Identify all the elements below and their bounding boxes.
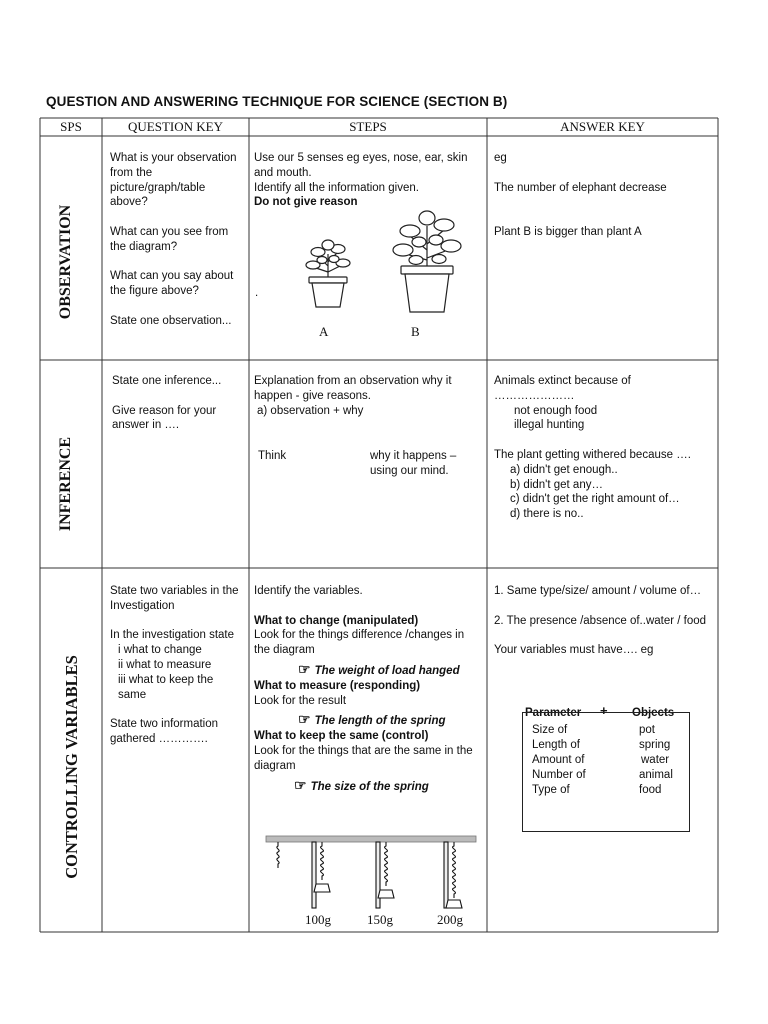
inference-a2: not enough food <box>514 404 598 417</box>
observation-q3: What can you say about the figure above? <box>110 270 234 298</box>
inference-a7: c) didn't get the right amount of… <box>510 493 680 506</box>
weight-200g-label: 200g <box>437 912 463 927</box>
plant-b-illustration <box>392 206 462 316</box>
plus-sign: + <box>600 703 608 718</box>
parameter-cell: Length of <box>532 739 580 751</box>
controlling-s5: What to measure (responding) <box>254 679 421 692</box>
controlling-s4: The weight of load hanged <box>314 664 460 677</box>
controlling-q4: ii what to measure <box>118 658 212 671</box>
observation-q2: What can you see from the diagram? <box>110 225 229 253</box>
plant-a-label: A <box>319 324 329 339</box>
parameter-cell: Size of <box>532 724 568 736</box>
observation-s1: Use our 5 senses eg eyes, nose, ear, skin and mouth. <box>254 152 468 179</box>
spring-illustration <box>264 834 478 914</box>
controlling-s6: Look for the result <box>254 694 347 707</box>
observation-q1: What is your observation from the picture/graph/table above? <box>110 152 237 209</box>
object-cell: pot <box>639 724 655 736</box>
controlling-s9: Look for the things that are the same in the diagram <box>254 744 473 772</box>
controlling-s2: What to change (manipulated) <box>254 614 419 627</box>
inference-s4: why it happens – using our mind. <box>370 450 457 477</box>
objects-header: Objects <box>632 707 675 719</box>
controlling-s8: What to keep the same (control) <box>254 730 429 743</box>
observation-question-cell <box>110 151 246 329</box>
pointing-hand-icon: ☞ <box>298 660 311 677</box>
inference-s3: Think <box>258 450 287 462</box>
inference-a3: illegal hunting <box>514 419 585 432</box>
observation-s2: Identify all the information given. <box>254 181 419 194</box>
controlling-s10: The size of the spring <box>310 780 429 793</box>
page-title: QUESTION AND ANSWERING TECHNIQUE FOR SCIENCE (SECTION B) <box>46 94 508 109</box>
parameter-cell: Type of <box>532 784 570 796</box>
controlling-a2: 2. The presence /absence of..water / food <box>494 614 707 627</box>
parameter-cell: Amount of <box>532 754 585 766</box>
weight-150g-label: 150g <box>367 912 393 927</box>
controlling-q2: In the investigation state <box>110 629 235 642</box>
controlling-a1: 1. Same type/size/ amount / volume of… <box>494 585 702 597</box>
object-cell: food <box>639 784 662 796</box>
inference-s2: a) observation + why <box>257 404 364 417</box>
row-label-observation: OBSERVATION <box>57 204 74 320</box>
parameter-header: Parameter <box>525 707 582 719</box>
plant-b-label: B <box>411 324 420 339</box>
object-cell: spring <box>639 739 671 751</box>
controlling-q6: State two information gathered …………. <box>110 718 219 745</box>
row-label-controlling-variables: CONTROLLING VARIABLES <box>62 655 81 879</box>
controlling-q5: iii what to keep the same <box>118 673 214 701</box>
inference-a6: b) didn't get any… <box>510 478 603 491</box>
inference-q1: State one inference... <box>112 375 222 387</box>
inference-a8: d) there is no.. <box>510 508 584 521</box>
pointing-hand-icon: ☞ <box>298 711 311 728</box>
inference-steps-cell <box>254 374 482 418</box>
inference-q2: Give reason for your answer in …. <box>112 404 217 432</box>
observation-a1: eg <box>494 152 507 164</box>
inference-a1: Animals extinct because of ………………… <box>494 375 631 402</box>
observation-dot: . <box>255 287 259 299</box>
controlling-s1: Identify the variables. <box>254 585 363 597</box>
controlling-answer-cell <box>494 584 712 658</box>
row-label-inference: INFERENCE <box>57 436 74 532</box>
inference-question-cell <box>112 374 246 433</box>
object-cell: water <box>641 754 670 766</box>
observation-answer-cell <box>494 151 714 240</box>
object-cell: animal <box>639 769 673 781</box>
controlling-a3: Your variables must have…. eg <box>494 644 654 657</box>
inference-answer-cell <box>494 374 714 522</box>
controlling-s3: Look for the things difference /changes in the diagram <box>254 629 465 657</box>
observation-a2: The number of elephant decrease <box>494 181 667 194</box>
header-answer-key: ANSWER KEY <box>560 119 645 134</box>
controlling-question-cell <box>110 584 246 747</box>
controlling-s7: The length of the spring <box>314 715 446 728</box>
observation-q4: State one observation... <box>110 314 232 327</box>
plant-a-illustration <box>300 232 356 312</box>
weight-100g-label: 100g <box>305 912 331 927</box>
controlling-steps-cell <box>254 584 482 794</box>
inference-s1: Explanation from an observation why it happen - give reasons. <box>254 375 452 402</box>
inference-a5: a) didn't get enough.. <box>510 463 618 476</box>
observation-a3: Plant B is bigger than plant A <box>494 225 642 238</box>
observation-steps-cell <box>254 151 484 210</box>
header-question-key: QUESTION KEY <box>128 119 223 134</box>
controlling-q3: i what to change <box>118 644 202 657</box>
header-sps: SPS <box>60 119 82 134</box>
parameter-cell: Number of <box>532 769 586 781</box>
pointing-hand-icon: ☞ <box>294 776 307 793</box>
inference-a4: The plant getting withered because …. <box>494 448 691 461</box>
controlling-q1: State two variables in the Investigation <box>110 585 239 612</box>
observation-s3: Do not give reason <box>254 196 358 209</box>
header-steps: STEPS <box>349 119 387 134</box>
